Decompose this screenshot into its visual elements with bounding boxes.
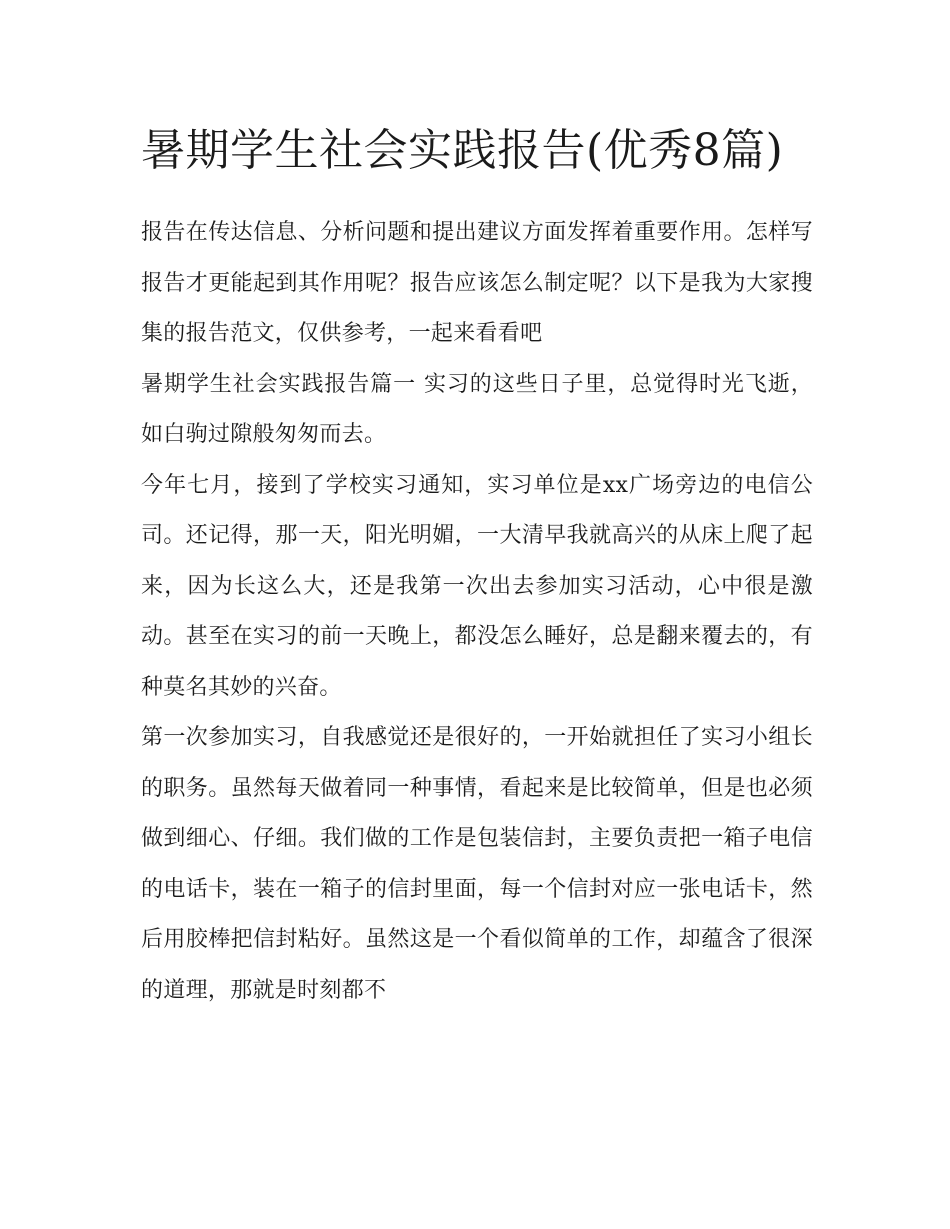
paragraph-first-internship: 第一次参加实习，自我感觉还是很好的，一开始就担任了实习小组长的职务。虽然每天做着同一种事情，看起来是比较简单，但是也必须做到细心、仔细。我们做的工作是包装信封，主要负责把一箱子电信的电话卡，装在一箱子的信封里面，每一个信封对应一张电话卡，然后用胶棒把信封粘好。虽然这是一个看似简单的工作，却蕴含了很深的道理，那就是时刻都不 <box>141 725 813 1003</box>
document-title: 暑期学生社会实践报告(优秀8篇) <box>141 125 784 176</box>
paragraph-july: 今年七月，接到了学校实习通知，实习单位是xx广场旁边的电信公司。还记得，那一天，阳光明媚，一大清早我就高兴的从床上爬了起来，因为长这么大，还是我第一次出去参加实习活动，心中很是激动。甚至在实习的前一天晚上，都没怎么睡好，总是翻来覆去的，有种莫名其妙的兴奋。 <box>141 472 813 700</box>
paragraph-intro: 报告在传达信息、分析问题和提出建议方面发挥着重要作用。怎样写报告才更能起到其作用呢？报告应该怎么制定呢？以下是我为大家搜集的报告范文，仅供参考，一起来看看吧 <box>141 220 813 346</box>
paragraph-section-one: 暑期学生社会实践报告篇一 实习的这些日子里，总觉得时光飞逝，如白驹过隙般匆匆而去。 <box>141 371 813 447</box>
document-body <box>141 112 813 1016</box>
